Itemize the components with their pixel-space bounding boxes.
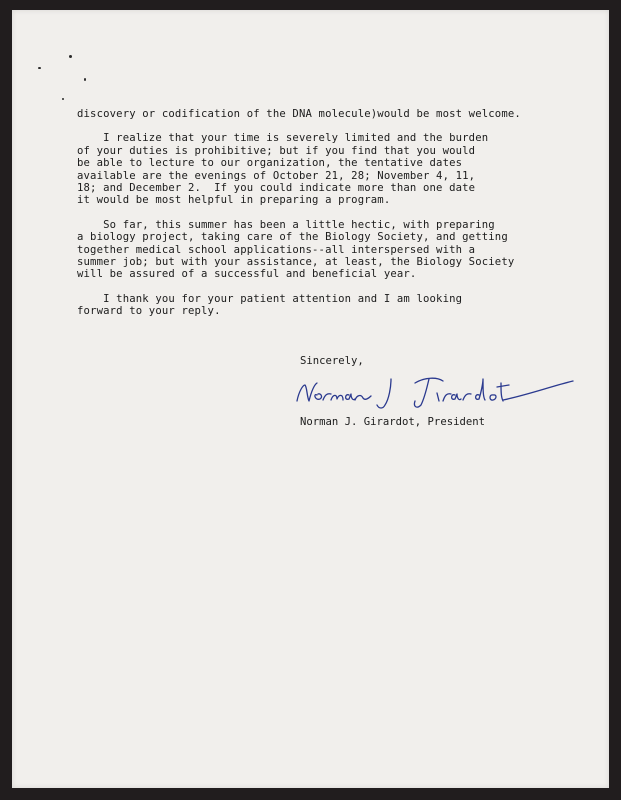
opening-line: discovery or codification of the DNA molecule)would be most welcome. <box>77 108 521 120</box>
text-line: available are the evenings of October 21, 28; November 4, 11, <box>77 169 476 182</box>
text-line: I realize that your time is severely limited and the burden <box>77 132 489 145</box>
ink-speck <box>84 78 86 81</box>
signer-name: Norman J. Girardot, President <box>300 416 485 428</box>
text-line: of your duties is prohibitive; but if you find that you would <box>77 144 476 157</box>
ink-speck <box>69 55 72 58</box>
text-line: 18; and December 2. If you could indicate more than one date <box>77 182 476 195</box>
closing: Sincerely, <box>300 355 364 367</box>
ink-speck <box>38 67 41 69</box>
paragraph-summer <box>77 219 597 281</box>
handwritten-signature <box>287 365 577 413</box>
text-line: it would be most helpful in preparing a program. <box>77 194 391 207</box>
text-line: summer job; but with your assistance, at least, the Biology Society <box>77 256 515 269</box>
letter-page <box>12 10 609 788</box>
text-line: forward to your reply. <box>77 305 221 318</box>
paragraph-lecture-request <box>77 132 597 206</box>
text-line: together medical school applications--all interspersed with a <box>77 243 476 256</box>
text-line: will be assured of a successful and beneficial year. <box>77 268 417 281</box>
ink-speck <box>62 98 64 100</box>
text-line: be able to lecture to our organization, the tentative dates <box>77 157 463 170</box>
text-line: So far, this summer has been a little hectic, with preparing <box>77 218 495 231</box>
paragraph-thanks <box>77 293 597 318</box>
letter-body <box>77 108 597 318</box>
text-line: I thank you for your patient attention and I am looking <box>77 292 463 305</box>
text-line: a biology project, taking care of the Biology Society, and getting <box>77 231 508 244</box>
